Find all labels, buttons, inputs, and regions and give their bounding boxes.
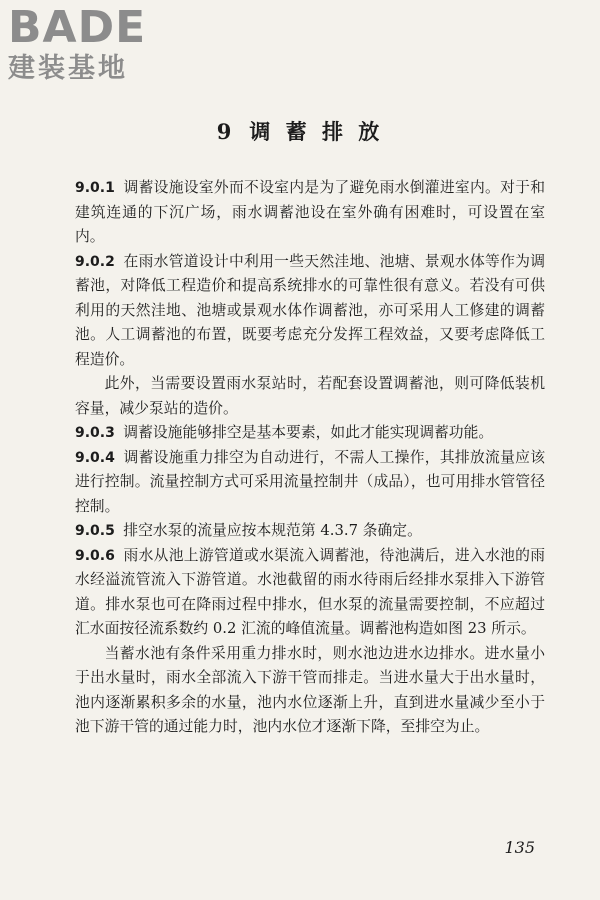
continuation-paragraph (75, 642, 545, 740)
logo (8, 2, 178, 86)
clause-number: 9.0.3 (75, 425, 115, 441)
clause-paragraph (75, 446, 545, 520)
clause-number: 9.0.5 (75, 523, 115, 539)
clause-number: 9.0.2 (75, 253, 115, 270)
paragraph-text: 调蓄设施能够排空是基本要素，如此才能实现调蓄功能。 (123, 424, 494, 441)
clause-paragraph (75, 176, 545, 250)
paragraph-text: 调蓄设施重力排空为自动进行，不需人工操作，其排放流量应该进行控制。流量控制方式可采用流量控制井（成品），也可用排水管管径控制。 (75, 448, 545, 515)
chapter-title-text: 调 蓄 排 放 (249, 119, 384, 144)
paragraph-text: 当蓄水池有条件采用重力排水时，则水池边进水边排水。进水量小于出水量时，雨水全部流入下游干管而排走。当进水量大于出水量时，池内逐渐累积多余的水量，池内水位逐渐上升，直到进水量减少至小于池下游干管的通过能力时，池内水位才逐渐下降，至排空为止。 (75, 644, 545, 735)
chapter-number: 9 (216, 119, 236, 144)
clause-paragraph (75, 421, 545, 446)
paragraph-text: 调蓄设施设室外而不设室内是为了避免雨水倒灌进室内。对于和建筑连通的下沉广场，雨水调蓄池设在室外确有困难时，可设置在室内。 (75, 179, 545, 245)
paragraph-text: 此外，当需要设置雨水泵站时，若配套设置调蓄池，则可降低装机容量，减少泵站的造价。 (75, 375, 545, 417)
logo-mark: BADE (8, 2, 147, 53)
clause-number: 9.0.1 (75, 180, 115, 196)
clause-paragraph (75, 544, 545, 642)
paragraph-text: 排空水泵的流量应按本规范第 4.3.7 条确定。 (123, 522, 422, 539)
chapter-title (0, 117, 600, 147)
paragraph-text: 在雨水管道设计中利用一些天然洼地、池塘、景观水体等作为调蓄池，对降低工程造价和提高系统排水的可靠性很有意义。若没有可供利用的天然洼地、池塘或景观水体作调蓄池，亦可采用人工修建的调蓄池。人工调蓄池的布置，既要考虑充分发挥工程效益，又要考虑降低工程造价。 (75, 252, 545, 368)
clause-number: 9.0.4 (75, 449, 115, 466)
chapter-body (75, 176, 545, 740)
clause-paragraph (75, 250, 545, 373)
logo-subtitle: 建装基地 (8, 53, 128, 84)
clause-number: 9.0.6 (75, 547, 115, 564)
clause-paragraph (75, 519, 545, 544)
page-number: 135 (504, 838, 535, 857)
continuation-paragraph (75, 372, 545, 421)
paragraph-text: 雨水从池上游管道或水渠流入调蓄池，待池满后，进入水池的雨水经溢流管流入下游管道。水池截留的雨水待雨后经排水泵排入下游管道。排水泵也可在降雨过程中排水，但水泵的流量需要控制，不应超过汇水面按径流系数约 0.2 汇流的峰值流量。调蓄池构造如图 23 所示。 (75, 546, 545, 637)
